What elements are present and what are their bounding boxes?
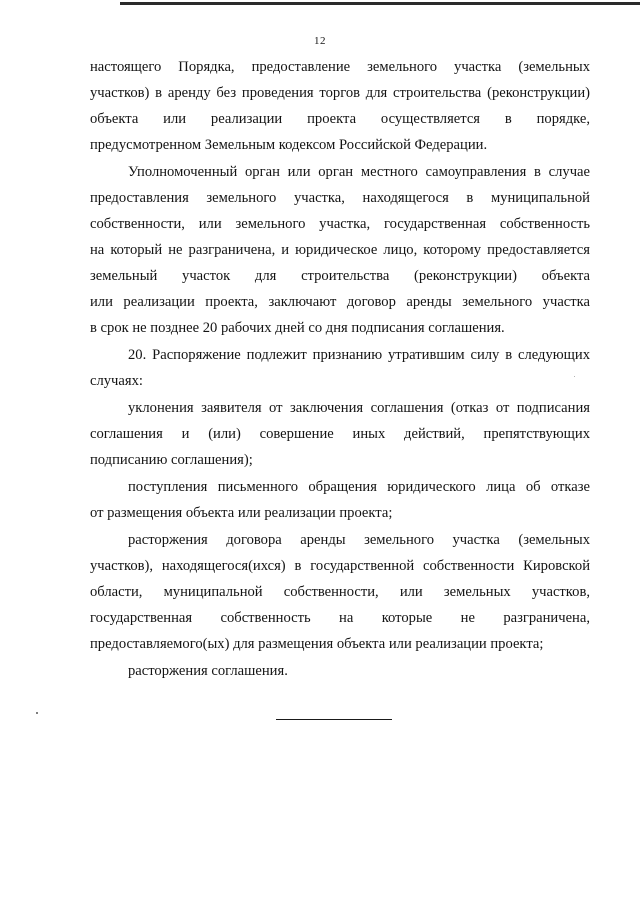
scan-speck: [36, 712, 38, 714]
scan-speck: [574, 376, 575, 377]
text-line: предоставляемого(ых) для размещения объекта или реализации проекта;: [90, 636, 544, 652]
paragraph-case-evasion: [90, 395, 590, 473]
text-line: или реализации проекта, заключают договор аренды земельного участка: [90, 294, 590, 310]
text-line: поступления письменного обращения юридического лица об отказе: [128, 479, 590, 495]
paragraph-case-termination-agreement: [90, 658, 590, 684]
text-line: области, муниципальной собственности, или земельных участков,: [90, 584, 590, 600]
text-line: участков), находящегося(ихся) в государственной собственности Кировской: [90, 558, 590, 574]
text-line: земельный участок для строительства (реконструкции) объекта: [90, 268, 590, 284]
text-line: на который не разграничена, и юридическое лицо, которому предоставляется: [90, 242, 590, 258]
text-line: Уполномоченный орган или орган местного самоуправления в случае: [128, 164, 590, 180]
document-body: [90, 54, 590, 684]
text-line: расторжения договора аренды земельного участка (земельных: [128, 532, 590, 548]
page-number: 12: [314, 35, 326, 47]
paragraph-continuation: [90, 54, 590, 158]
text-line: уклонения заявителя от заключения соглашения (отказ от подписания: [128, 400, 590, 416]
paragraph-case-termination-lease: [90, 527, 590, 657]
text-line: предусмотренном Земельным кодексом Российской Федерации.: [90, 137, 488, 153]
text-line: подписанию соглашения);: [90, 452, 253, 468]
text-line: государственная собственность на которые не разграничена,: [90, 610, 590, 626]
paragraph-item-20: [90, 342, 590, 394]
paragraph-case-refusal: [90, 474, 590, 526]
text-line: собственности, или земельного участка, государственная собственность: [90, 216, 590, 232]
text-line: соглашения и (или) совершение иных действий, препятствующих: [90, 426, 590, 442]
text-line: от размещения объекта или реализации проекта;: [90, 505, 393, 521]
paragraph-authorized-body: [90, 159, 590, 341]
text-line: случаях:: [90, 373, 143, 389]
text-line: расторжения соглашения.: [128, 663, 288, 679]
text-line: объекта или реализации проекта осуществляется в порядке,: [90, 111, 590, 127]
text-line: участков) в аренду без проведения торгов для строительства (реконструкции): [90, 85, 590, 101]
text-line: настоящего Порядка, предоставление земельного участка (земельных: [90, 59, 590, 75]
end-of-text-rule: [276, 719, 392, 720]
text-line: предоставления земельного участка, находящегося в муниципальной: [90, 190, 590, 206]
text-line: 20. Распоряжение подлежит признанию утратившим силу в следующих: [128, 347, 590, 363]
top-scan-border: [120, 2, 640, 5]
text-line: в срок не позднее 20 рабочих дней со дня подписания соглашения.: [90, 320, 505, 336]
